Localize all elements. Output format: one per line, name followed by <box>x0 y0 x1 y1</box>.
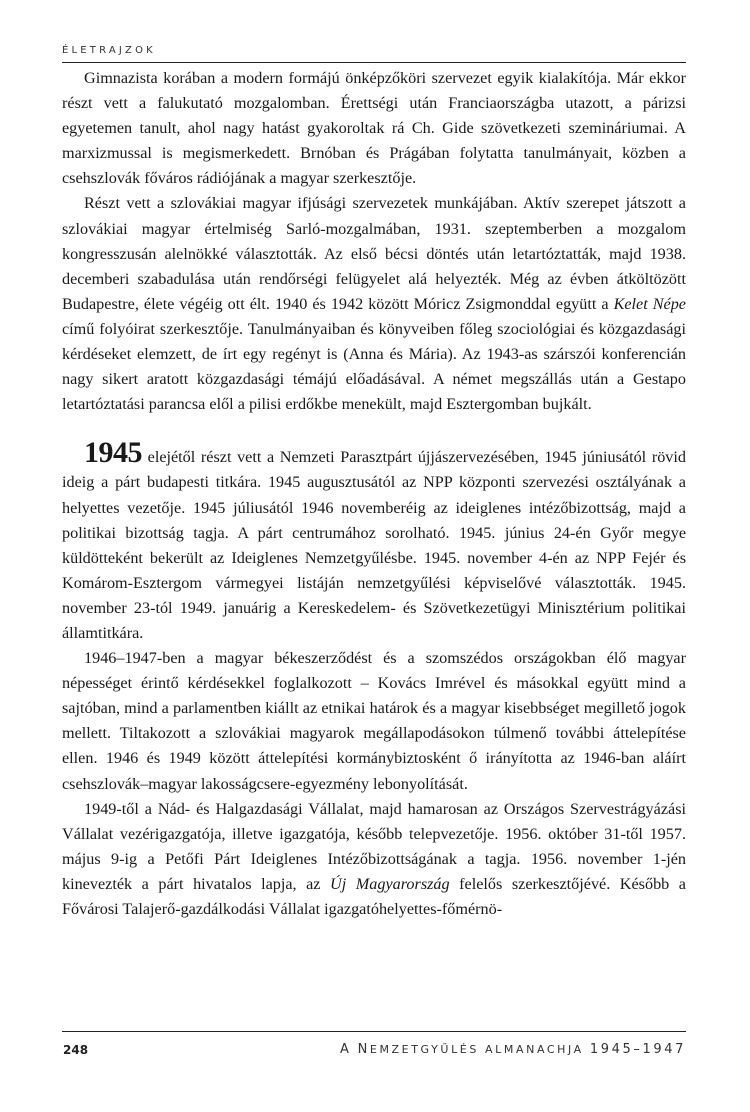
running-head: ÉLETRAJZOK <box>62 45 156 56</box>
paragraph-1: Gimnazista korában a modern formájú önképzőköri szervezet egyik kialakítója. Már ekkor részt vett a falukutató mozgalomban. Érettségi után Franciaországba utazott, a párizsi egyetemen tanult, ahol nagy hatást gyakoroltak rá Ch. Gide szövetkezeti szemináriumai. A marxizmussal is megismerkedett. Brnóban és Prágában folytatta tanulmányait, közben a csehszlovák főváros rádiójának a magyar szerkesztője. <box>62 69 686 188</box>
section-year-marker: 1945 <box>84 436 142 470</box>
page-body <box>62 66 686 922</box>
header-rule <box>62 62 686 63</box>
newspaper-title-uj-magyarorszag: Új Magyarország <box>330 874 450 893</box>
paragraph-5-text-a: 1949-től a Nád- és Halgazdasági Vállalat, majd hamarosan az Országos Szervestrágyázási Vállalat vezérigazgatója, illetve igazgatója, később telepvezetője. 1956. október 31-től 1957. május 9-ig a Petőfi Párt Ideiglenes Intézőbizottságának a tagja. 1956. november 1-jén kinevezték a párt hivatalos lapja, az <box>62 799 686 893</box>
paragraph-2 <box>62 191 686 417</box>
paragraph-5-text-b: felelős szerkesztőjévé. Később a Fővárosi Talajerő-gazdálkodási Vállalat igazgatóhelyettes-főmérnö- <box>62 874 686 918</box>
paragraph-3 <box>62 436 686 646</box>
paragraph-5 <box>62 797 686 922</box>
paragraph-2-text-a: Részt vett a szlovákiai magyar ifjúsági szervezetek munkájában. Aktív szerepet játszott a szlovákiai magyar értelmiség Sarló-mozgalmában, 1931. szeptemberben a mozgalom kongresszusán alelnökké választották. Az első bécsi döntés után letartóztatták, majd 1938. decemberi szabadulása után rendőrségi felügyelet alá helyezték. Még az évben átköltözött Budapestre, élete végéig ott élt. 1940 és 1942 között Móricz Zsigmonddal együtt a <box>62 194 686 313</box>
footer-title-rest: EMZETGYŰLÉS ALMANACHJA <box>369 1043 584 1056</box>
paragraph-3-text: elejétől részt vett a Nemzeti Parasztpárt újjászervezésében, 1945 júniusától rövid ideig a párt budapesti titkára. 1945 augusztusától az NPP központi szervezési osztályának a helyettes vezetője. 1945 júliusától 1946 novemberéig az ideiglenes intézőbizottság, majd a politikai bizottság tagja. A párt centrumához sorolható. 1945. június 24-én Győr megye küldötteként bekerült az Ideiglenes Nemzetgyűlésbe. 1945. november 4-én az NPP Fejér és Komárom-Esztergom vármegyei listáján nemzetgyűlési képviselővé választották. 1945. november 23-tól 1949. januárig a Kereskedelem- és Szövetkezetügyi Minisztérium politikai államtitkára. <box>62 448 686 642</box>
footer-title-initial: N <box>357 1042 370 1057</box>
footer-rule <box>62 1031 686 1032</box>
footer-title-article: A <box>339 1042 352 1057</box>
paragraph-4: 1946–1947-ben a magyar békeszerződést és a szomszédos országokban élő magyar népességet érintő kérdésekkel foglalkozott – Kovács Imrével és másokkal együtt mind a sajtóban, mind a parlamentben kiállt az etnikai határok és a magyar kisebbséget megillető jogok mellett. Tiltakozott a szlovákiai magyarok megállapodásokon túlmenő további áttelepítése ellen. 1946 és 1949 között áttelepítési kormánybiztosként ő irányította az 1946-ban aláírt csehszlovák–magyar lakosságcsere-egyezmény lebonyolítását. <box>62 649 686 793</box>
page-number: 248 <box>63 1043 89 1057</box>
paragraph-2-text-b: című folyóirat szerkesztője. Tanulmányaiban és könyveiben főleg szociológiai és közgazdasági kérdéseket elemzett, de írt egy regényt is (Anna és Mária). Az 1943-as szárszói konferencián nagy sikert aratott közgazdasági témájú előadásával. A német megszállás után a Gestapo letartóztatási parancsa elől a pilisi erdőkbe menekült, majd Esztergomban bujkált. <box>62 319 686 414</box>
journal-title-kelet-nepe: Kelet Népe <box>613 294 686 313</box>
book-title-footer <box>340 1042 686 1057</box>
footer-title-years: 1945–1947 <box>589 1042 686 1057</box>
